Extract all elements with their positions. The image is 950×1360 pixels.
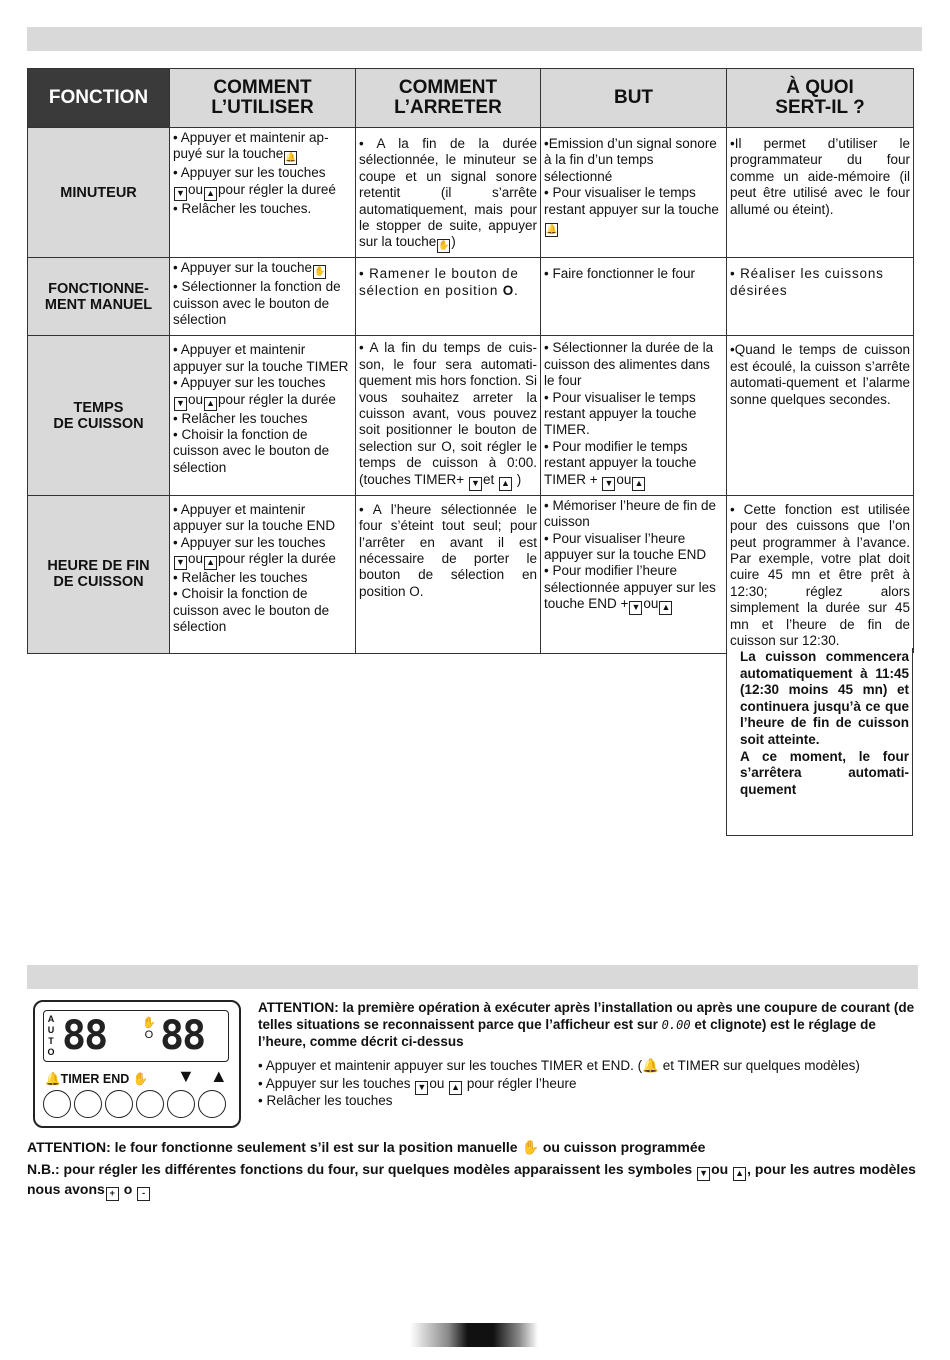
purpose-continuation: La cuisson commencera automatiquement à 11:45 (12:30 moins 45 mn) et continuera jusqu’à ce que l’heure de fin de cuisson soit atteinte. A ce moment, le four s’arrêtera automati-quement bbox=[726, 648, 913, 836]
hand-icon: ✋ bbox=[313, 265, 326, 279]
cell-use: • Appuyer et maintenir appuyer sur la touche END • Appuyer sur les touches ▼ ou ▲ pour régler la durée • Relâcher les touches • Choisir la fonction de cuisson avec le bouton de sélection bbox=[170, 495, 356, 653]
down-arrow-icon: ▼ bbox=[174, 187, 187, 201]
page-number-band bbox=[410, 1323, 538, 1347]
hand-icon: ✋ bbox=[437, 239, 450, 253]
bell-icon: 🔔 bbox=[284, 151, 297, 165]
bullet-2: • Appuyer sur les touches ▼ ou ▲ pour régler l’heure bbox=[258, 1075, 576, 1095]
bell-button[interactable] bbox=[43, 1090, 71, 1118]
cell-stop: • A la fin du temps de cuis-son, le four sera automati-quement mis hors fonction. Si vous souhaitez arreter la cuisson avant, vous pouvez soit positionner le bouton de selection sur O, soit régler le temps de cuisson à 0:00. (touches TIMER+ ▼ et ▲ ) bbox=[356, 336, 541, 495]
cell-purpose: •Il permet d’utiliser le programmateur du four comme un aide-mémoire (il peut être utilisé avec le four allumé ou éteint). bbox=[727, 128, 914, 258]
cell-use: • Appuyer et maintenir ap-puyé sur la touche 🔔 • Appuyer sur les touches ▼ ou ▲ pour régler la dureé • Relâcher les touches. bbox=[170, 128, 356, 258]
row-name: TEMPS DE CUISSON bbox=[28, 336, 170, 495]
cell-stop: • Ramener le bouton de sélection en position O. bbox=[356, 258, 541, 336]
up-arrow-icon: ▲ bbox=[632, 477, 645, 491]
cell-purpose: •Quand le temps de cuisson est écoulé, la cuisson s’arrête automati-quement et l’alarme sonne quelques secondes. bbox=[727, 336, 914, 495]
up-arrow-icon: ▲ bbox=[449, 1081, 462, 1095]
down-arrow-icon: ▼ bbox=[697, 1167, 710, 1181]
manual-button[interactable] bbox=[136, 1090, 164, 1118]
down-arrow-icon: ▼ bbox=[415, 1081, 428, 1095]
down-arrow-icon: ▼ bbox=[177, 1066, 195, 1086]
timer-button[interactable] bbox=[74, 1090, 102, 1118]
header-utiliser: COMMENT L’UTILISER bbox=[170, 69, 356, 128]
bell-icon: 🔔 bbox=[45, 1072, 61, 1086]
down-arrow-icon: ▼ bbox=[174, 397, 187, 411]
down-arrow-icon: ▼ bbox=[174, 556, 187, 570]
bell-icon: 🔔 bbox=[545, 223, 558, 237]
cell-goal: • Sélectionner la durée de la cuisson des alimentes dans le four • Pour visualiser le temps restant appuyer la touche TIMER. • Pour modifier le temps restant appuyer la touche TIMER + ▼ ou ▲ bbox=[541, 336, 727, 495]
flash-display: 0.00 bbox=[661, 1017, 691, 1032]
down-button[interactable] bbox=[167, 1090, 195, 1118]
plus-icon: + bbox=[106, 1187, 119, 1201]
header-fonction: FONCTION bbox=[28, 69, 170, 128]
bullet-3: • Relâcher les touches bbox=[258, 1093, 393, 1108]
section-band bbox=[27, 965, 918, 989]
down-arrow-icon: ▼ bbox=[629, 601, 642, 615]
up-arrow-icon: ▲ bbox=[499, 477, 512, 491]
down-arrow-icon: ▼ bbox=[469, 477, 482, 491]
up-button[interactable] bbox=[198, 1090, 226, 1118]
digits-hours: 88 bbox=[62, 1013, 107, 1059]
lcd-screen bbox=[43, 1010, 229, 1062]
cell-goal: • Mémoriser l’heure de fin de cuisson • Pour visualiser l’heure appuyer sur la touche END • Pour modifier l’heure sélectionnée appuyer sur les touche END + ▼ ou ▲ bbox=[541, 495, 727, 653]
up-arrow-icon: ▲ bbox=[204, 187, 217, 201]
hand-icon: ✋ bbox=[521, 1139, 539, 1155]
digits-minutes: 88 bbox=[160, 1013, 205, 1059]
arrow-labels bbox=[177, 1066, 228, 1087]
up-arrow-icon: ▲ bbox=[659, 601, 672, 615]
bullet-1: • Appuyer et maintenir appuyer sur les touches TIMER et END. (🔔 et TIMER sur quelques modèles) bbox=[258, 1058, 860, 1073]
cell-use: • Appuyer et maintenir appuyer sur la touche TIMER • Appuyer sur les touches ▼ ou ▲ pour régler la durée • Relâcher les touches • Choisir la fonction de cuisson avec le bouton de sélection bbox=[170, 336, 356, 495]
row-name: FONCTIONNE- MENT MANUEL bbox=[28, 258, 170, 336]
up-arrow-icon: ▲ bbox=[204, 556, 217, 570]
minus-icon: - bbox=[137, 1187, 150, 1201]
header-arreter: COMMENT L’ARRETER bbox=[356, 69, 541, 128]
cell-purpose: • Cette fonction est utilisée pour des cuissons que l’on peut programmer à l’avance. Par exemple, votre plat doit cuire 45 mn et être prêt à 12:30; réglez alors simplement la durée sur 45 mn et l’heure de fin de cuisson sur 12:30. bbox=[727, 495, 914, 653]
manual-symbol: ✋ O bbox=[142, 1017, 156, 1041]
programmer-display bbox=[33, 1000, 241, 1128]
cell-goal: • Faire fonctionner le four bbox=[541, 258, 727, 336]
cell-stop: • A la fin de la durée sélectionnée, le minuteur se coupe et un signal sonore retentit (il s’arrête automatiquement, mais pour le stopper de suite, appuyer sur la touche ✋ ) bbox=[356, 128, 541, 258]
bell-icon: 🔔 bbox=[642, 1058, 659, 1073]
button-labels: 🔔TIMER END ✋ bbox=[45, 1072, 149, 1086]
attention-note: ATTENTION: le four fonctionne seulement s’il est sur la position manuelle ✋ ou cuisson programmée bbox=[27, 1139, 706, 1155]
hand-icon: ✋ bbox=[132, 1072, 149, 1086]
cell-goal: •Emission d’un signal sonore à la fin d’un temps sélectionné • Pour visualiser le temps restant appuyer sur la touche🔔 bbox=[541, 128, 727, 258]
nb-note: N.B.: pour régler les différentes fonctions du four, sur quelques modèles apparaissent les symboles ▼ ou ▲ , pour les autres modèles nous avons + o - bbox=[27, 1161, 917, 1201]
cell-purpose: • Réaliser les cuissons désirées bbox=[727, 258, 914, 336]
row-name: HEURE DE FIN DE CUISSON bbox=[28, 495, 170, 653]
hand-icon: ✋ bbox=[142, 1017, 156, 1029]
attention-block: ATTENTION: la première opération à exécuter après l’installation ou après une coupure de courant (de telles situations se reconnaissent parce que l’afficheur est sur 0.00 et clignote) est le réglage de l’heure, comme décrit ci-dessus bbox=[258, 1000, 915, 1049]
cell-use: • Appuyer sur la touche ✋ • Sélectionner la fonction de cuisson avec le bouton de sélection bbox=[170, 258, 356, 336]
header-but: BUT bbox=[541, 69, 727, 128]
up-arrow-icon: ▲ bbox=[733, 1167, 746, 1181]
cell-stop: • A l’heure sélectionnée le four s’éteint tout seul; pour l’arrêter en avant il est nécessaire de porter le bouton de sélection en position O. bbox=[356, 495, 541, 653]
header-band bbox=[27, 27, 922, 51]
auto-label: A U T O bbox=[47, 1014, 55, 1057]
row-name: MINUTEUR bbox=[28, 128, 170, 258]
down-arrow-icon: ▼ bbox=[602, 477, 615, 491]
header-a-quoi: À QUOI SERT-IL ? bbox=[727, 69, 914, 128]
function-table bbox=[27, 68, 914, 654]
up-arrow-icon: ▲ bbox=[209, 1066, 228, 1086]
end-button[interactable] bbox=[105, 1090, 133, 1118]
up-arrow-icon: ▲ bbox=[204, 397, 217, 411]
